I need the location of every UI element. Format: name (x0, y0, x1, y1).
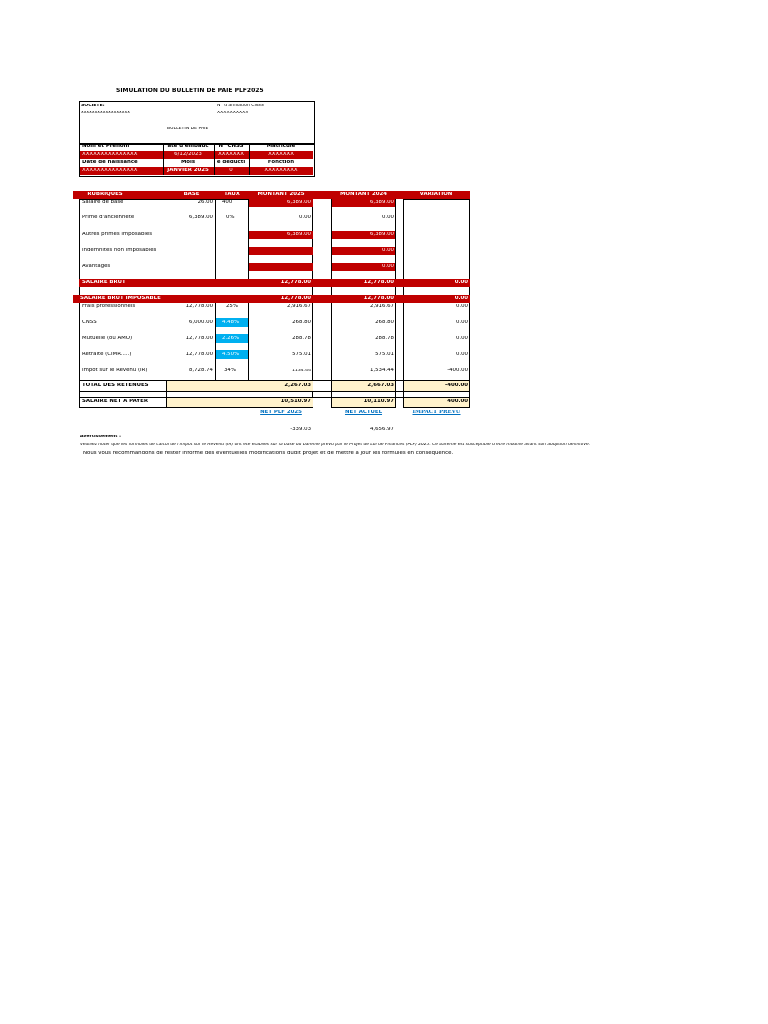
deduction-m2024: 268.80 (375, 320, 394, 325)
total-retenues-label: TOTAL DES RETENUES (82, 383, 149, 388)
deduction-m2024: 288.78 (375, 336, 394, 341)
net-actuel-link[interactable]: NET ACTUEL (344, 410, 383, 415)
row-taux: 0% (226, 215, 235, 220)
salaire-brut-imposable-2025: 12,778.00 (280, 296, 311, 301)
societe-label: SOCIETE: (81, 104, 105, 108)
info-value-fonction: XXXXXXXXX (264, 168, 298, 173)
deduction-taux: 25% (226, 304, 238, 309)
info-value-mois: JANVIER 2025 (167, 168, 209, 173)
row-m2024: 0.00 (381, 248, 394, 253)
warning-line2: Nous vous recommandons de rester informé des éventuelles modifications dudit projet et de mettre à jour les formules en conséquence. (83, 451, 454, 456)
total-retenues-2025: 2,267.03 (284, 383, 311, 388)
deduction-m2025: 268.80 (292, 320, 311, 325)
deduction-base: 6,000.00 (188, 320, 213, 325)
info-header-fonction: Fonction (267, 160, 295, 165)
salaire-brut-label: SALAIRE BRUT (82, 280, 126, 285)
row-label: Salaire de base (82, 200, 124, 205)
info-divider (163, 143, 164, 175)
col-taux: TAUX (224, 192, 240, 197)
info-value-cnss: XXXXXXX (218, 152, 244, 157)
salaire-net-label: SALAIRE NET A PAYER (82, 399, 149, 404)
page-title: SIMULATION DU BULLETIN DE PAIE PLF2025 (116, 88, 264, 94)
info-header-deduction: e deducti (216, 160, 246, 165)
deduction-m2024: 2,916.67 (369, 304, 394, 309)
total-retenues-2024: 2,667.03 (367, 383, 394, 388)
deduction-label: Frais professionnels (82, 304, 136, 309)
extra-value-a: -339.03 (290, 427, 311, 432)
deduction-variation: 0.00 (455, 304, 468, 309)
row-label: Indemnités non imposables (82, 248, 157, 253)
salaire-brut-variation: 0.00 (454, 280, 468, 285)
info-value-embauche: 6/12/2023 (174, 152, 202, 157)
info-header-matricule: Matricule (266, 144, 296, 149)
deduction-variation: 0.00 (455, 320, 468, 325)
deduction-taux: 2.26% (222, 336, 240, 341)
salaire-brut-imposable-2024: 12,778.00 (363, 296, 394, 301)
info-divider (249, 143, 250, 175)
net-tan-cell (167, 398, 249, 407)
col-montant-2025: MONTANT 2025 (257, 192, 305, 197)
info-value-deduction: 0 (229, 168, 233, 173)
info-header-embauche: ate d'embauc (167, 144, 209, 149)
row-label: Autres primes imposables (82, 232, 153, 237)
salaire-brut-2024: 12,778.00 (363, 280, 394, 285)
salaire-brut-imposable-label: SALAIRE BRUT IMPOSABLE (80, 296, 161, 301)
deduction-taux: 34% (224, 368, 236, 373)
deduction-m2025: 575.01 (292, 352, 311, 357)
cell-2025-bg (249, 263, 313, 271)
cnss-affiliation-value: XXXXXXXXXX (217, 111, 249, 115)
row-base: 26.00 (197, 200, 213, 205)
deduction-label: Retraite (CIMR.....) (82, 352, 132, 357)
info-header-cnss: N° CNSS (218, 144, 244, 149)
total-retenues-variation: -400.00 (444, 383, 468, 388)
info-divider (214, 143, 215, 175)
info-header-mois: Mois (180, 160, 196, 165)
deduction-base: 12,778.00 (185, 304, 213, 309)
col-rubriques: RUBRIQUES (87, 192, 123, 197)
deduction-variation: -400.00 (447, 368, 468, 373)
row-label: Avantages (82, 264, 111, 269)
info-header-name: Nom et Prenom (82, 144, 130, 149)
info-value-naissance: XXXXXXXXXXXXXXX (82, 168, 138, 173)
extra-value-b: 4,656.97 (369, 427, 394, 432)
net-plf-link[interactable]: NET PLF 2025 (260, 410, 302, 415)
col-variation: VARIATION (419, 192, 453, 197)
row-m2024: 6,389.00 (369, 200, 394, 205)
deduction-label: CNSS (82, 320, 97, 325)
deduction-taux: 4.48% (222, 320, 240, 325)
salaire-net-2025: 10,510.97 (280, 399, 311, 404)
salaire-brut-imposable-variation: 0.00 (454, 296, 468, 301)
row-m2025: 0.00 (298, 215, 311, 220)
deduction-base: 12,778.00 (185, 336, 213, 341)
info-value-name: XXXXXXXXXXXXXXX (82, 152, 138, 157)
cell-2025-bg (249, 247, 313, 255)
deduction-variation: 0.00 (455, 336, 468, 341)
deduction-label: Mutuelle (ou AMO) (82, 336, 133, 341)
salaire-net-2024: 10,110.97 (363, 399, 394, 404)
bulletin-label: BULLETIN DE PAIE (167, 127, 209, 131)
row-m2025: 6,389.00 (286, 232, 311, 237)
col-divider (215, 199, 216, 282)
info-value-matricule: XXXXXXX (268, 152, 294, 157)
row-taux: 400 (222, 200, 233, 205)
deduction-m2025: 288.78 (292, 336, 311, 341)
deduction-base: 12,778.00 (185, 352, 213, 357)
row-base: 6,389.00 (188, 215, 213, 220)
deduction-m2025: 2,916.67 (286, 304, 311, 309)
warning-title: Avertissement : (80, 435, 121, 439)
row-m2024: 6,389.00 (369, 232, 394, 237)
deduction-variation: 0.00 (455, 352, 468, 357)
row-m2024: 0.00 (381, 264, 394, 269)
deduction-m2024: 575.01 (375, 352, 394, 357)
total-border-bottom (79, 391, 470, 392)
cnss-affiliation-label: N° d'affiliation CNSS (217, 104, 264, 108)
row-m2024: 0.00 (381, 215, 394, 220)
total-tan-cell (167, 381, 249, 391)
deduction-m2025: 1134.44 (292, 369, 311, 373)
col-base: BASE (183, 192, 200, 197)
societe-value: xxxxxxxxxxxxxxxxxx (81, 111, 130, 115)
salaire-brut-2025: 12,778.00 (280, 280, 311, 285)
col-montant-2024: MONTANT 2024 (340, 192, 387, 197)
salaire-net-variation: 400.00 (447, 399, 468, 404)
deduction-taux: 4.50% (222, 352, 240, 357)
deduction-label: Impôt sur le Revenu (IR) (82, 368, 148, 373)
deduction-m2024: 1,534.44 (369, 368, 394, 373)
deduction-base: 8,728.74 (188, 368, 213, 373)
info-header-naissance: Date de naissance (82, 160, 138, 165)
impact-prevu-link[interactable]: IMPACT PREVU (412, 410, 461, 415)
header-box (79, 101, 315, 145)
warning-line1: Veuillez noter que les formules de calcul de l'Impôt sur le Revenu (IR) ont été établies sur la base du barème prévu par le Projet de Loi de Finances (PLF) 2025. Ce barème est susceptible d'être modifié avant son adoption définitive. (80, 443, 591, 447)
row-m2025: 6,389.00 (286, 200, 311, 205)
row-label: Prime d'ancienneté (82, 215, 135, 220)
